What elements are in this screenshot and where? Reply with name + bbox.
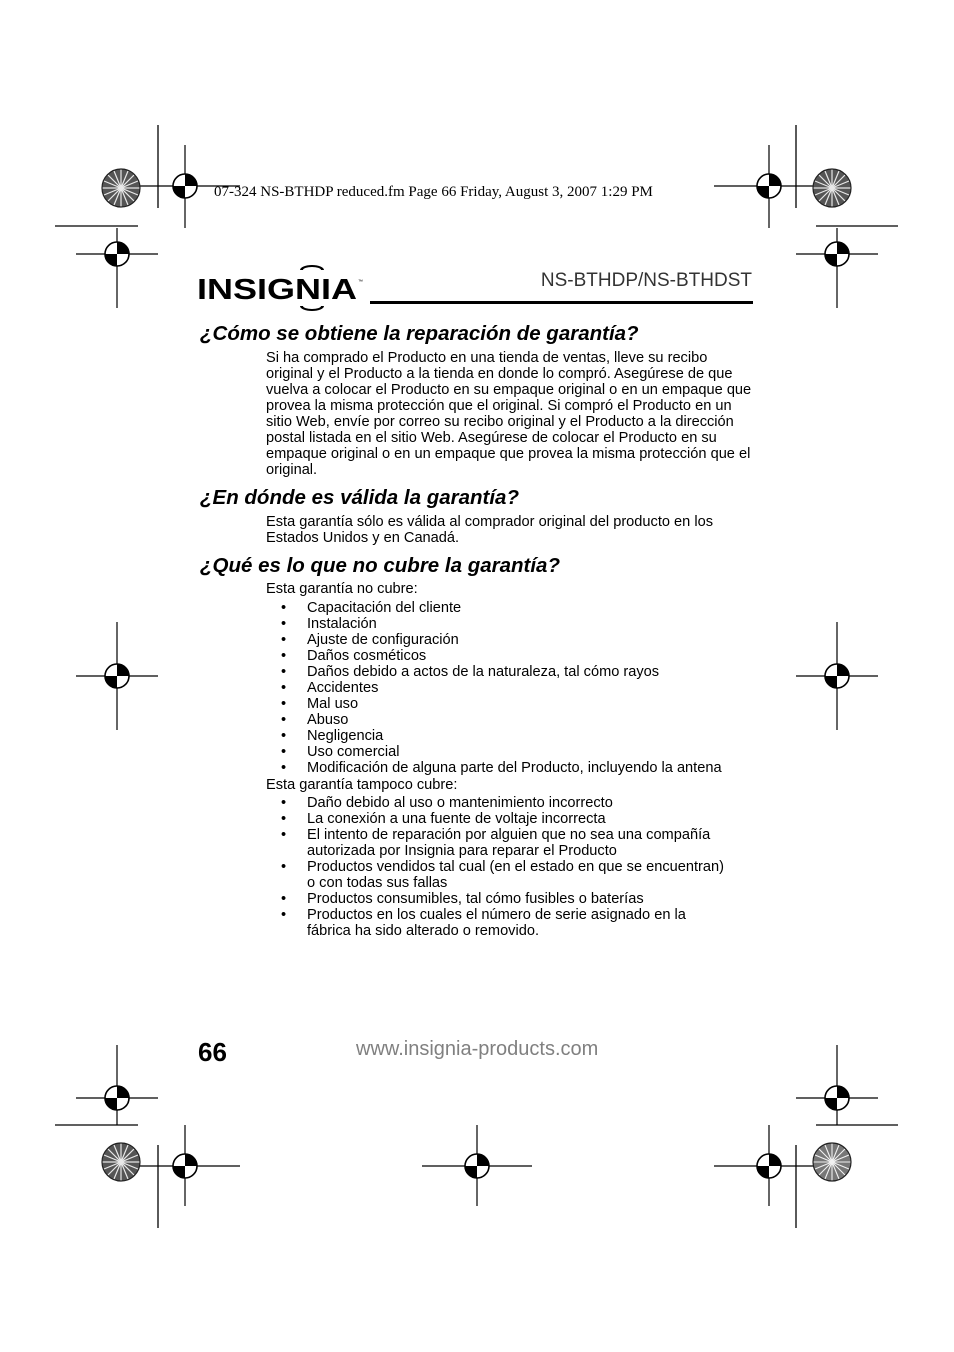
registration-target-left-lower [76,1045,158,1125]
list-item: • Ajuste de configuración [266,632,756,648]
list-item: • Productos en los cuales el número de serie asignado en la fábrica ha sido alterado o removido. [266,907,726,939]
section-heading-validity: ¿En dónde es válida la garantía? [200,486,519,509]
logo-wordmark: INSIGNIA [197,274,358,306]
list-item: • Productos vendidos tal cual (en el estado en que se encuentran) o con todas sus fallas [266,859,726,891]
registration-target-top-right [714,145,824,228]
list-item: • Daño debido al uso o mantenimiento incorrecto [266,795,726,811]
list-item: • Capacitación del cliente [266,600,756,616]
list-item: • El intento de reparación por alguien que no sea una compañía autorizada por Insignia para reparar el Producto [266,827,726,859]
page-number: 66 [198,1037,227,1067]
list-item: • La conexión a una fuente de voltaje incorrecta [266,811,726,827]
section-heading-exclusions: ¿Qué es lo que no cubre la garantía? [200,554,560,577]
registration-target-left-middle [76,622,158,730]
registration-target-bottom-left [130,1125,240,1206]
starburst-target-top-left [102,169,140,207]
logo-trademark-icon: ™ [358,279,363,285]
section-body-validity: Esta garantía sólo es válida al comprador original del producto en los Estados Unidos y en Canadá. [266,514,713,546]
starburst-target-top-right [813,169,851,207]
list-item: • Modificación de alguna parte del Producto, incluyendo la antena [266,760,756,776]
header-rule [370,301,753,304]
list-item: • Productos consumibles, tal cómo fusibles o baterías [266,891,726,907]
list-item: • Daños debido a actos de la naturaleza, tal cómo rayos [266,664,756,680]
registration-target-right-middle [796,622,878,730]
starburst-target-bottom-right [813,1143,851,1181]
exclusions-list-additional [266,795,726,939]
model-number: NS-BTHDP/NS-BTHDST [540,270,752,291]
list-item: • Daños cosméticos [266,648,756,664]
section-body-repair: Si ha comprado el Producto en una tienda de ventas, lleve su recibo original y el Producto a la tienda en donde lo compró. Asegúrese de que vuelva a colocar el Producto en su empaque original o en un empaque que provea la misma protección que el original. Si compró el Producto en un sitio Web, envíe por correo su recibo original y el Producto a la dirección postal listada en el sitio Web. Asegúrese de colocar el Producto en su empaque original o en un empaque que provea la misma protección que el original. [266,350,752,478]
exclusions-intro: Esta garantía no cubre: [266,581,418,597]
list-item: • Negligencia [266,728,756,744]
insignia-logo [197,265,365,311]
registration-target-right-upper [796,228,878,308]
list-item: • Instalación [266,616,756,632]
registration-target-right-lower [796,1045,878,1125]
starburst-target-bottom-left [102,1143,140,1181]
list-item: • Mal uso [266,696,756,712]
section-heading-repair: ¿Cómo se obtiene la reparación de garantía? [200,322,639,345]
registration-target-left-upper [76,228,158,308]
registration-target-bottom-center [422,1125,532,1206]
exclusions-intro-additional: Esta garantía tampoco cubre: [266,777,458,793]
list-item: • Uso comercial [266,744,756,760]
print-slug-line: 07-324 NS-BTHDP reduced.fm Page 66 Friday, August 3, 2007 1:29 PM [214,184,653,200]
exclusions-list [266,600,756,776]
website-url: www.insignia-products.com [356,1038,599,1060]
registration-target-bottom-right [714,1125,824,1206]
list-item: • Accidentes [266,680,756,696]
list-item: • Abuso [266,712,756,728]
